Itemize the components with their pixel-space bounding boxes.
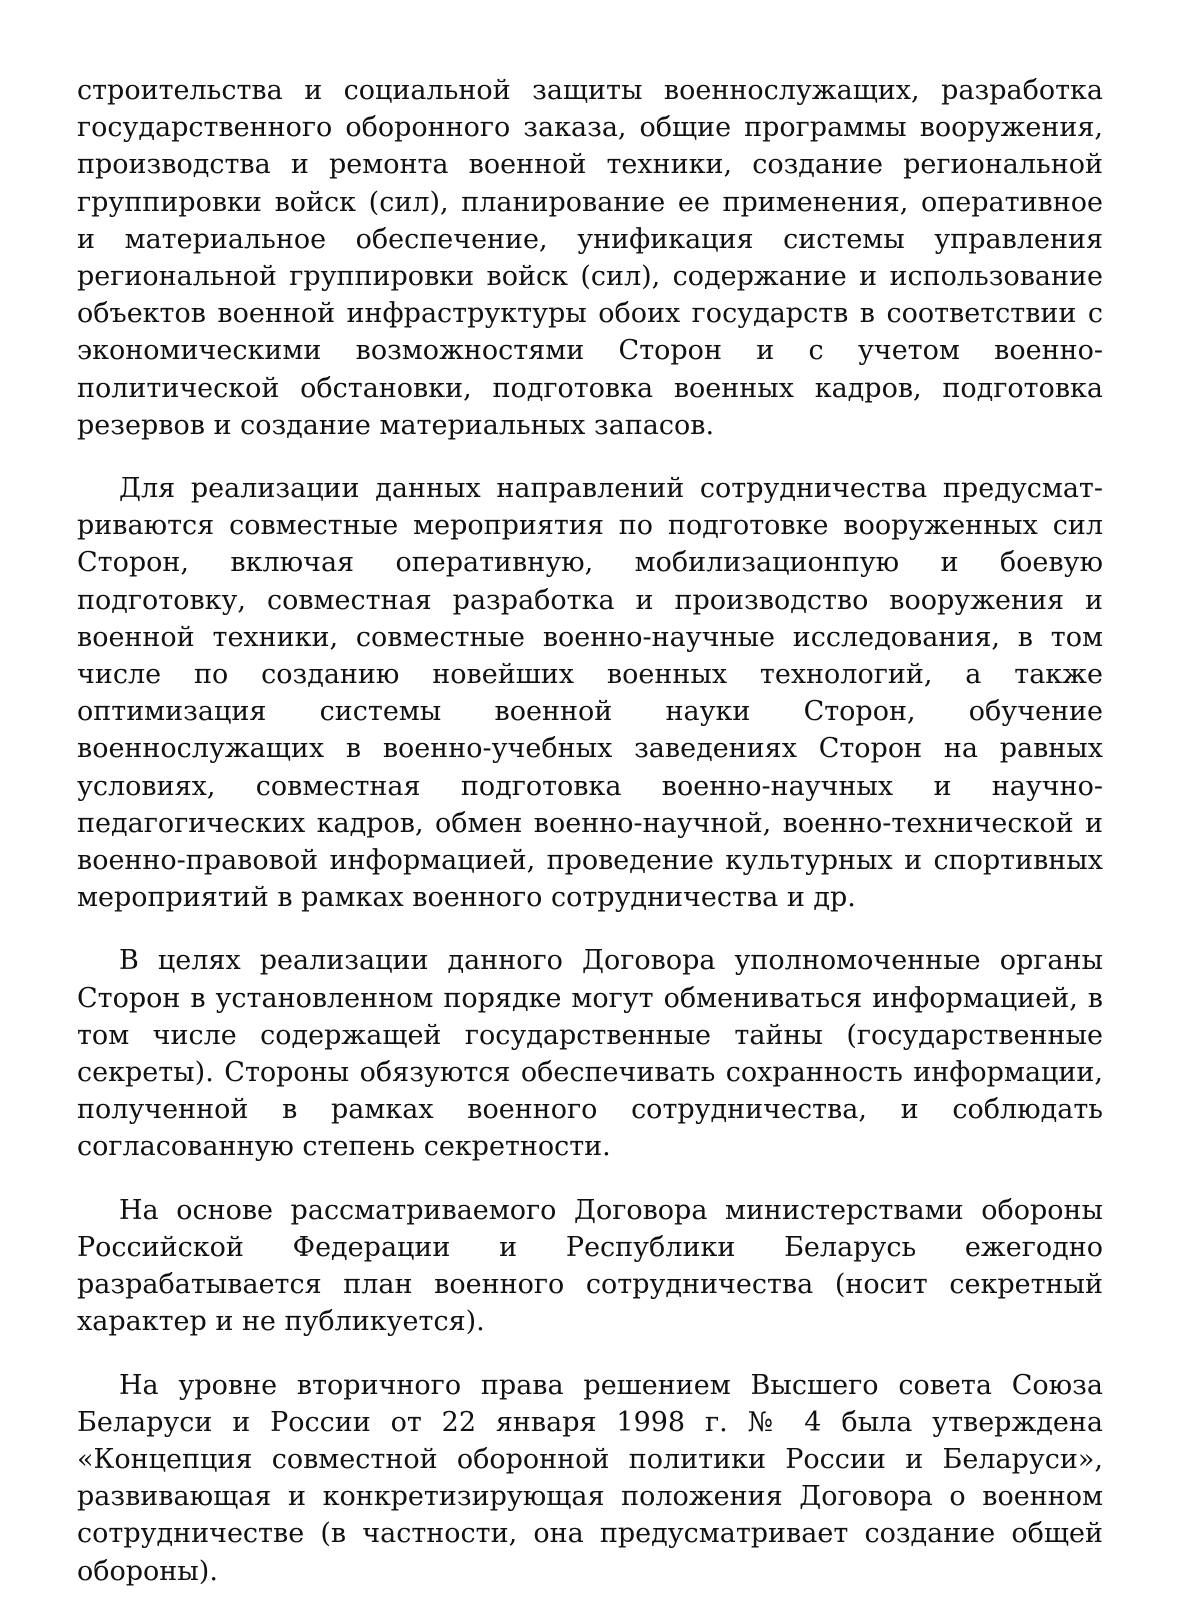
paragraph-3: В целях реализации данного Договора уполномоченные органы Сторон в установленном порядке могут обмениваться информацией, в том числе содержащей государственные тайны (государственные секреты). Стороны обязуются обеспечивать сохранность информации, полученной в рамках военного сотрудничества, и соблюдать согласованную степень секретности. <box>77 945 1103 1163</box>
paragraph-5: На уровне вторичного права решением Высшего совета Союза Беларуси и России от 22 января 1998 г. № 4 была утверждена «Концепция совместной оборонной политики России и Беларуси», развивающая и конкретизирующая положения Договора о военном сотрудничестве (в частности, она предусматривает создание общей обороны). <box>77 1369 1103 1587</box>
paragraph-4: На основе рассматриваемого Договора министерствами обороны Российской Федерации и Республики Беларусь ежегодно разрабатывается план военного сотрудничества (носит секретный характер и не публикуется). <box>77 1194 1103 1338</box>
paragraph-2: Для реализации данных направлений сотрудничества предусматриваются совместные мероприятия по подготовке вооруженных сил Сторон, включая оперативную, мобилизационпую и боевую подготовку, совместная разработка и производство вооружения и военной техники, совместные военно-научные исследования, в том числе по созданию новейших военных технологий, а также оптимизация системы военной науки Сторон, обучение военнослужащих в военно-учебных заведениях Сторон на равных условиях, совместная подготовка военно-научных и научно-педагогических кадров, обмен военно-научной, военно-технической и военно-правовой информацией, проведение культурных и спортивных мероприятий в рамках военного сотрудничества и др. <box>77 473 1103 914</box>
paragraph-1: строительства и социальной защиты военнослужащих, разработка государственного оборонного заказа, общие программы вооружения, производства и ремонта военной техники, создание региональной группировки войск (сил), планирование ее применения, оперативное и материальное обеспечение, унификация системы управления региональной группировки войск (сил), содержание и использование объектов военной инфраструктуры обоих государств в соответствии с экономическими возможностями Сторон и с учетом военно-политической обстановки, подготовка военных кадров, подготовка резервов и создание материальных запасов. <box>77 75 1103 441</box>
document-page <box>77 72 1103 1590</box>
